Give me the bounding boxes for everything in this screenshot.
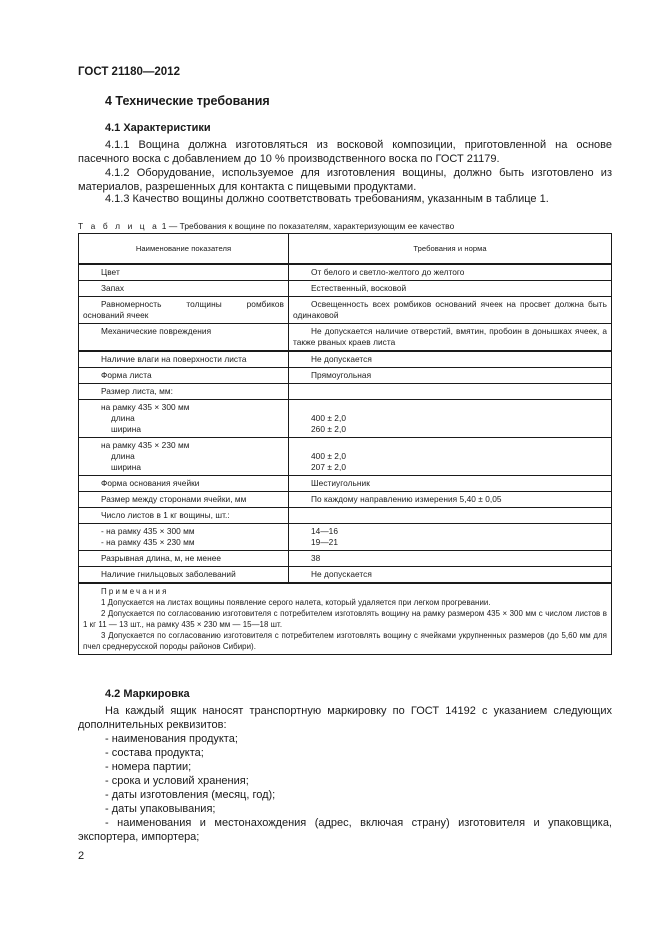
table-row (79, 524, 612, 551)
cell-value: Естественный, восковой (311, 283, 407, 293)
cell-name: Механические повреждения (101, 326, 212, 336)
cell-value: Прямоугольная (311, 370, 372, 380)
section-title: 4 Технические требования (105, 94, 270, 108)
cell-name: Наличие гнильцовых заболеваний (101, 569, 236, 579)
cell-value: Освещенность всех ромбиков оснований ячеек на просвет должна быть одинаковой (293, 299, 607, 320)
table-notes-row (79, 583, 612, 655)
cell-value-length: 400 ± 2,0 (311, 451, 346, 461)
table-row (79, 324, 612, 352)
cell-name: Размер листа, мм: (101, 386, 173, 396)
table-row (79, 351, 612, 368)
notes-heading: Примечания (101, 587, 169, 596)
cell-name: Наличие влаги на поверхности листа (101, 354, 247, 364)
header-indicator: Наименование показателя (79, 234, 289, 265)
table-row (79, 368, 612, 384)
cell-value: Не допускается (311, 354, 372, 364)
list-item: - наименования продукта; (105, 733, 238, 745)
cell-value: Не допускается (311, 569, 372, 579)
cell-name: Разрывная длина, м, не менее (101, 553, 222, 563)
cell-value: Шестиугольник (311, 478, 370, 488)
table-caption-text: 1 — Требования к вощине по показателям, характеризующим ее качество (159, 221, 455, 231)
note-2: 2 Допускается по согласованию изготовителя с потребителем изготовлять вощину на рамку размером 435 × 300 мм с числом листов в 1 кг 11 — 13 шт., на рамку 435 × 230 мм — 15—18 шт. (83, 609, 607, 629)
list-item: - даты изготовления (месяц, год); (105, 789, 276, 801)
table-row (79, 400, 612, 438)
table-row (79, 438, 612, 476)
cell-name: Размер между сторонами ячейки, мм (101, 494, 247, 504)
cell-value: От белого и светло-желтого до желтого (311, 267, 465, 277)
cell-name: Форма основания ячейки (101, 478, 200, 488)
table-row (79, 476, 612, 492)
cell-name: Цвет (101, 267, 120, 277)
cell-name-length: длина (111, 451, 135, 461)
cell-value: По каждому направлению измерения 5,40 ± 0,05 (311, 494, 502, 504)
table-row (79, 264, 612, 281)
page-number: 2 (78, 850, 85, 862)
document-code: ГОСТ 21180—2012 (78, 66, 180, 78)
marking-list (78, 732, 612, 844)
list-item: - даты упаковывания; (105, 803, 216, 815)
cell-name-frame-b: - на рамку 435 × 230 мм (101, 537, 195, 547)
cell-name: Запах (101, 283, 125, 293)
table-row (79, 384, 612, 400)
cell-value-width: 260 ± 2,0 (311, 424, 346, 434)
paragraph-4-1-2: 4.1.2 Оборудование, используемое для изготовления вощины, должно быть изготовлено из материалов, разрешенных для контакта с пищевыми продуктами. (78, 167, 612, 193)
table-caption (78, 221, 454, 231)
table-row (79, 508, 612, 524)
cell-name-frame-a: - на рамку 435 × 300 мм (101, 526, 195, 536)
list-item: - состава продукта; (105, 747, 204, 759)
cell-value-frame-b: 19—21 (311, 537, 339, 547)
paragraph-4-1-1: 4.1.1 Вощина должна изготовляться из восковой композиции, приготовленной на основе пасечного воска с добавлением до 10 % производственного воска по ГОСТ 21179. (78, 139, 612, 165)
paragraph-marking-intro: На каждый ящик наносят транспортную маркировку по ГОСТ 14192 с указанием следующих дополнительных реквизитов: (78, 705, 612, 731)
list-item: - срока и условий хранения; (105, 775, 249, 787)
cell-name: на рамку 435 × 230 мм (101, 440, 190, 450)
cell-value-width: 207 ± 2,0 (311, 462, 346, 472)
cell-name-cont: оснований ячеек (83, 310, 149, 320)
cell-name: Форма листа (101, 370, 152, 380)
cell-value: Не допускается наличие отверстий, вмятин, пробоин в донышках ячеек, а также рваных краев листа (293, 326, 607, 347)
cell-value-frame-a: 14—16 (311, 526, 339, 536)
requirements-table (78, 233, 612, 655)
table-row (79, 567, 612, 584)
note-1: 1 Допускается на листах вощины появление серого налета, который удаляется при легком прогревании. (101, 598, 491, 607)
cell-name: Число листов в 1 кг вощины, шт.: (101, 510, 230, 520)
header-requirement: Требования и норма (289, 234, 612, 265)
cell-name-width: ширина (111, 462, 142, 472)
cell-value: 38 (311, 553, 321, 563)
list-item: - наименования и местонахождения (адрес, включая страну) изготовителя и упаковщика, экспортера, импортера; (78, 817, 612, 843)
cell-name-width: ширина (111, 424, 142, 434)
paragraph-4-1-3: 4.1.3 Качество вощины должно соответствовать требованиям, указанным в таблице 1. (105, 193, 549, 205)
list-item: - номера партии; (105, 761, 192, 773)
note-3: 3 Допускается по согласованию изготовителя с потребителем изготовлять вощину с ячейками укрупненных размеров (до 5,60 мм для пчел среднерусской породы районов Сибири). (83, 631, 607, 651)
cell-name-length: длина (111, 413, 135, 423)
table-header-row (79, 234, 612, 265)
subsection-title-characteristics: 4.1 Характеристики (105, 122, 211, 134)
table-row (79, 297, 612, 324)
table-row (79, 281, 612, 297)
subsection-title-marking: 4.2 Маркировка (105, 688, 190, 700)
table-row (79, 551, 612, 567)
cell-name: на рамку 435 × 300 мм (101, 402, 190, 412)
cell-value-length: 400 ± 2,0 (311, 413, 346, 423)
table-caption-label: Т а б л и ц а (78, 221, 160, 231)
cell-name: Равномерность толщины ромбиков (101, 299, 284, 309)
table-row (79, 492, 612, 508)
